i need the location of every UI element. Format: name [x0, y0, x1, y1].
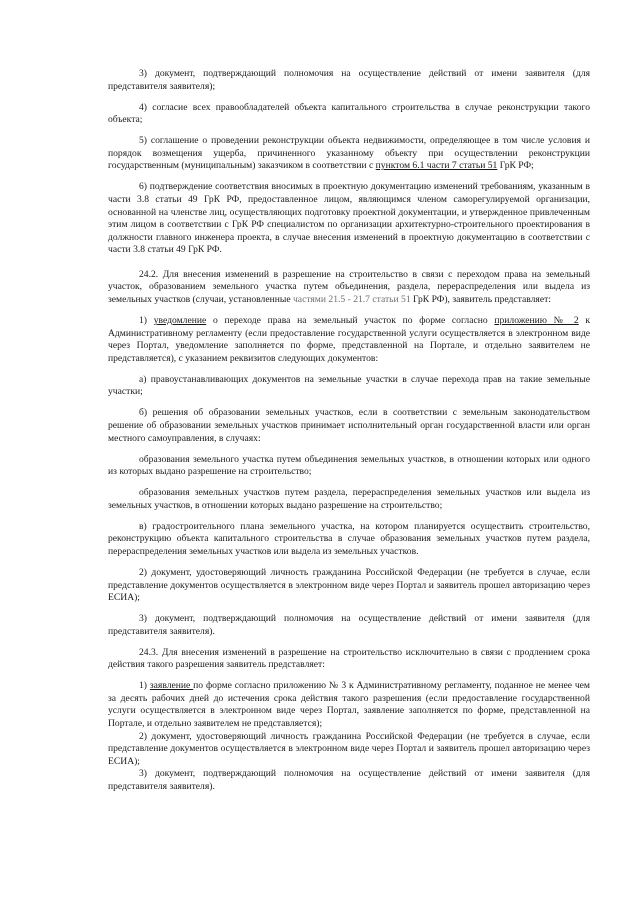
reference-link[interactable]: пунктом 6.1 части 7 статьи 51	[375, 160, 498, 172]
paragraph-2	[108, 102, 590, 127]
paragraph-7	[108, 374, 590, 399]
text-run: 3) документ, подтверждающий полномочия на осуществление действий от имени заявителя (для представителя заявителя).	[108, 768, 590, 792]
paragraph-4	[108, 181, 590, 257]
text-run: 2) документ, удостоверяющий личность гражданина Российской Федерации (не требуется в случае, если представление документов осуществляется в электронном виде через Портал и заявитель прошел авторизацию через ЕСИА);	[108, 730, 590, 767]
text-run: по форме согласно приложению № 3 к Административному регламенту, поданное не менее чем за десять рабочих дней до истечения срока действия такого разрешения (если предоставление государственной услуги осуществляется в электронном виде через Портал, заявление заполняется по форме, представленной на Портале, и отдельно заявителем не представляется);	[108, 680, 590, 730]
text-run: 1)	[139, 315, 154, 327]
text-run: о переходе права на земельный участок по форме согласно	[206, 315, 495, 327]
paragraph-8	[108, 407, 590, 445]
text-run: ГрК РФ), заявитель представляет:	[410, 294, 551, 306]
text-run: 3) документ, подтверждающий полномочия на осуществление действий от имени заявителя (для представителя заявителя).	[108, 613, 590, 637]
paragraph-13	[108, 613, 590, 638]
text-run: 1)	[139, 680, 150, 692]
paragraph-17	[108, 768, 590, 793]
text-run: 2) документ, удостоверяющий личность гражданина Российской Федерации (не требуется в случае, если представление документов осуществляется в электронном виде через Портал и заявитель прошел авторизацию через ЕСИА);	[108, 566, 590, 604]
application-link[interactable]: заявление	[149, 680, 194, 692]
paragraph-15	[108, 680, 590, 730]
document-page	[108, 68, 590, 794]
text-run: в) градостроительного плана земельного участка, на котором планируется осуществить строительство, реконструкцию объекта капитального строительства в случае образования земельных участков путем раздела, перераспределения земельных участков или выдела из земельных участков.	[108, 520, 590, 557]
text-run: 6) подтверждение соответствия вносимых в проектную документацию изменений требованиям, указанным в части 3.8 статьи 49 ГрК РФ, предоставленное лицом, являющимся членом саморегулируемой организации, основанной на членстве лиц, осуществляющих подготовку проектной документации, и утвержденное привлеченным этим лицом в соответствии с ГрК РФ специалистом по организации архитектурно-строительного проектирования в должности главного инженера проекта, в случае внесения изменений в проектную документацию в соответствии с части 3.8 статьи 49 ГрК РФ.	[108, 181, 590, 256]
text-run: к Административному регламенту (если предоставление государственной услуги осуществляется в электронном виде через Портал, уведомление заполняется по форме, представленной на Портале, и отдельно заявителем не представляется), с указанием реквизитов следующих документов:	[108, 315, 591, 364]
paragraph-11	[108, 521, 590, 559]
paragraph-16	[108, 731, 590, 769]
text-run: 24.2. Для внесения изменений в разрешение на строительство в связи с переходом права на земельный участок, образованием земельного участка путем объединения, раздела, перераспределения или выдела из земельных участков (случаи, установленные	[108, 268, 590, 306]
paragraph-10	[108, 487, 590, 512]
text-run: образования земельного участка путем объединения земельных участков, в отношении которых или одного из которых выдано разрешение на строительство;	[108, 453, 590, 478]
text-run: ГрК РФ;	[497, 160, 534, 172]
text-run: 4) согласие всех правообладателей объекта капитального строительства в случае реконструкции такого объекта;	[108, 101, 590, 126]
reference-text: частями 21.5 - 21.7 статьи 51	[292, 294, 411, 306]
paragraph-6	[108, 315, 590, 365]
paragraph-3	[108, 135, 590, 173]
notification-link[interactable]: уведомление	[153, 315, 207, 327]
paragraph-14	[108, 647, 590, 672]
text-run: 3) документ, подтверждающий полномочия на осуществление действий от имени заявителя (для представителя заявителя);	[108, 68, 590, 92]
text-run: б) решения об образовании земельных участков, если в соответствии с земельным законодательством решение об образовании земельных участков принимает исполнительный орган государственной власти или орган местного самоуправления, в случаях:	[108, 407, 590, 444]
text-run: а) правоустанавливающих документов на земельные участки в случае перехода прав на такие земельные участки;	[108, 373, 590, 398]
text-run: 24.3. Для внесения изменений в разрешение на строительство исключительно в связи с продлением срока действия такого разрешения заявитель представляет:	[108, 646, 590, 671]
paragraph-12	[108, 567, 590, 605]
paragraph-1	[108, 68, 590, 93]
text-run: образования земельных участков путем раздела, перераспределения земельных участков или выдела из земельных участков, в отношении которых выдано разрешение на строительство;	[108, 487, 590, 511]
paragraph-5	[108, 269, 590, 307]
appendix-link[interactable]: приложению № 2	[494, 315, 579, 327]
text-run: 5) соглашение о проведении реконструкции объекта недвижимости, определяющее в том числе условия и порядок возмещения ущерба, причиненного указанному объекту при осуществлении реконструкции государственным (муниципальным) заказчиком в соответствии с	[108, 135, 590, 172]
paragraph-9	[108, 454, 590, 479]
